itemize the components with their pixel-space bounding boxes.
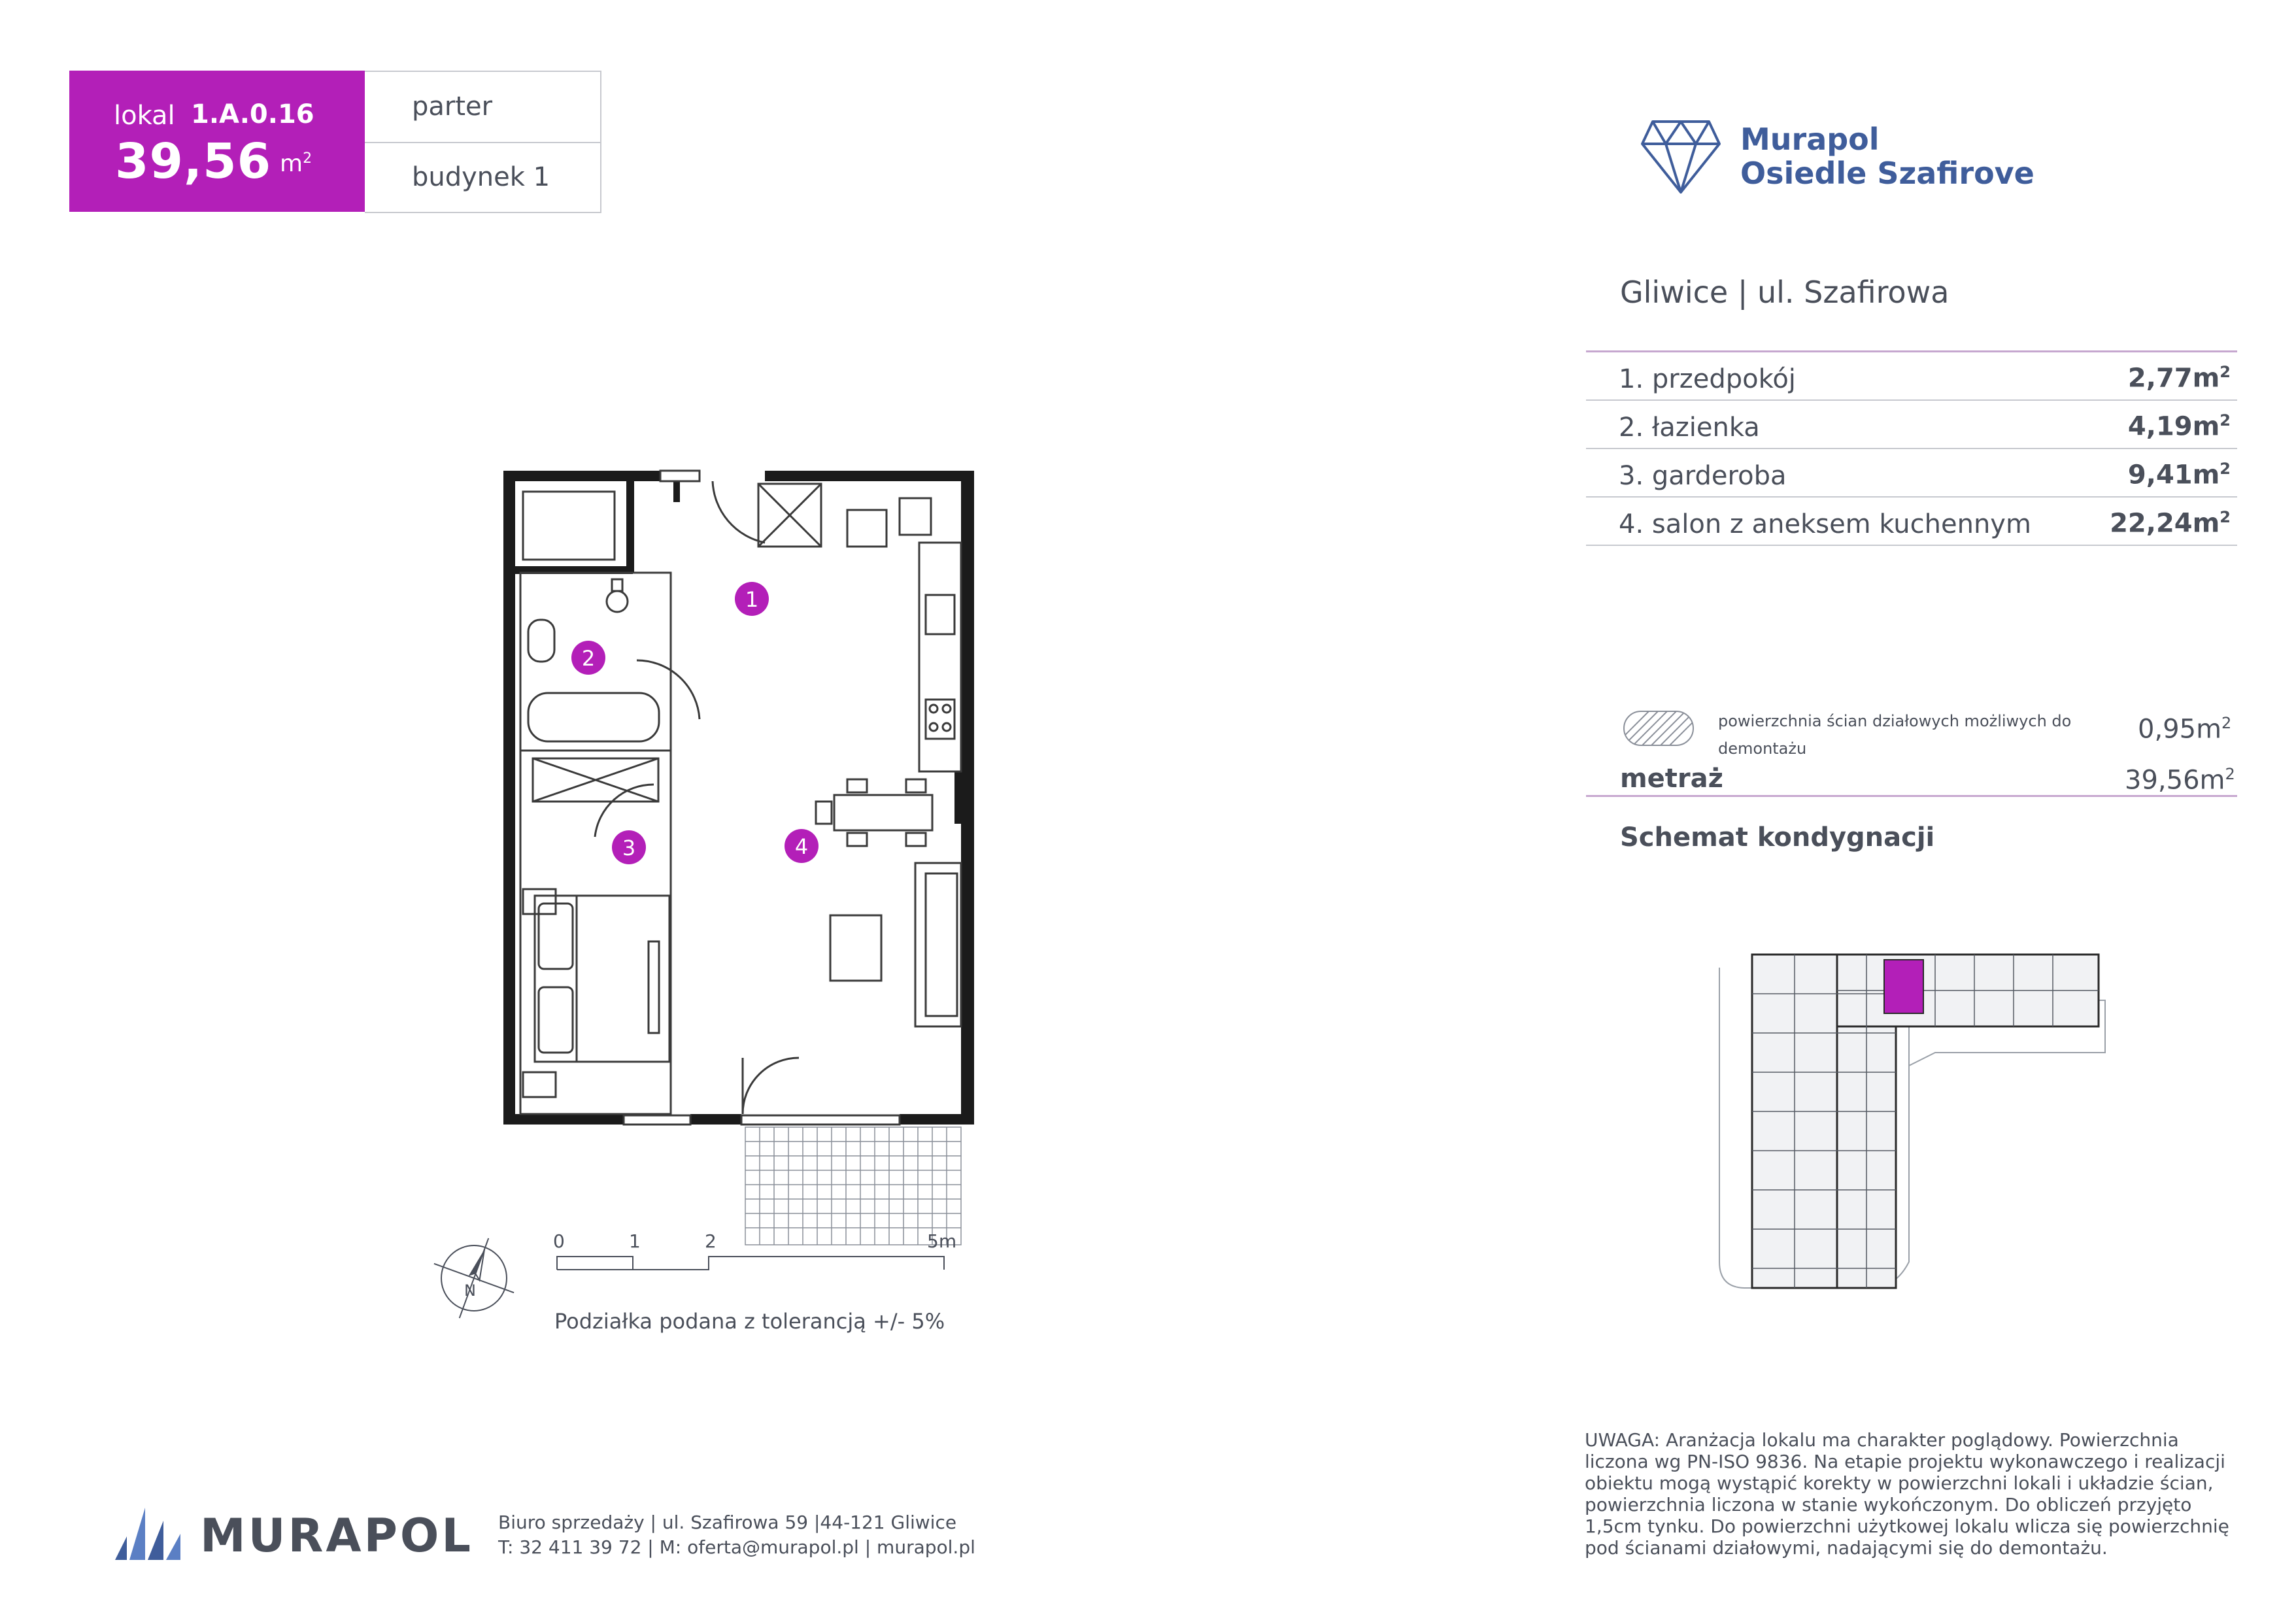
room-area-sup: 2 xyxy=(2220,508,2231,526)
partition-area xyxy=(2138,714,2231,744)
unit-area-unit-sup: 2 xyxy=(303,150,312,167)
room-area-value: 2,77m xyxy=(2127,363,2220,394)
room-area-sup: 2 xyxy=(2220,411,2231,430)
total-area xyxy=(2125,765,2235,795)
floor-plan xyxy=(458,445,1046,1255)
building-label: budynek 1 xyxy=(412,162,550,192)
room-area-sup: 2 xyxy=(2220,363,2231,381)
partition-label: powierzchnia ścian działowych możliwych do demontażu xyxy=(1718,712,2072,758)
scale-tolerance-note: Podziałka podana z tolerancją +/- 5% xyxy=(554,1309,945,1334)
partition-area-sup: 2 xyxy=(2221,714,2232,732)
footer-contact: T: 32 411 39 72 | M: oferta@murapol.pl | murapol.pl xyxy=(498,1536,975,1558)
rooms-table xyxy=(1586,350,2237,546)
unit-area-value: 39,56 xyxy=(115,133,272,190)
floor-schema-title: Schemat kondygnacji xyxy=(1620,822,1935,853)
header-divider xyxy=(365,142,600,143)
north-arrow-icon xyxy=(431,1236,516,1321)
scale-tick-label: 0 xyxy=(553,1230,565,1252)
room-marker xyxy=(571,641,605,675)
key-plan xyxy=(1713,935,2125,1301)
room-marker xyxy=(612,830,646,864)
room-area xyxy=(2128,363,2231,393)
room-name: 2. łazienka xyxy=(1619,413,1760,443)
room-area-value: 4,19m xyxy=(2127,411,2220,442)
room-area xyxy=(2128,460,2231,490)
total-area-line xyxy=(1586,795,2237,797)
footer-brand: MURAPOL xyxy=(200,1509,473,1563)
room-area xyxy=(2110,508,2231,538)
balcony-grid xyxy=(745,1127,961,1245)
unit-header xyxy=(69,71,365,212)
room-marker-label: 2 xyxy=(581,646,596,671)
scale-bar xyxy=(549,1229,968,1281)
room-row xyxy=(1586,449,2237,498)
compass-label: N xyxy=(464,1281,476,1300)
floor-label: parter xyxy=(412,92,493,122)
partition-hatch-icon xyxy=(1623,710,1695,747)
room-name: 3. garderoba xyxy=(1619,461,1787,491)
partition-area-value: 0,95m xyxy=(2138,714,2222,745)
murapol-logo-icon xyxy=(115,1508,180,1560)
scale-tick-label: 2 xyxy=(705,1230,717,1252)
brand-name: Murapol xyxy=(1740,122,1880,157)
location-title: Gliwice | ul. Szafirowa xyxy=(1620,275,1950,310)
room-marker-label: 1 xyxy=(745,587,759,612)
unit-location-box xyxy=(365,71,601,213)
room-area-value: 22,24m xyxy=(2110,508,2220,539)
total-area-sup: 2 xyxy=(2225,765,2235,783)
room-area-value: 9,41m xyxy=(2127,460,2220,490)
diamond-logo-icon xyxy=(1640,115,1722,197)
total-area-label: metraż xyxy=(1620,764,1723,794)
unit-area-unit xyxy=(280,150,312,177)
brand-project: Osiedle Szafirove xyxy=(1740,156,2034,191)
room-row xyxy=(1586,352,2237,401)
footer-office: Biuro sprzedaży | ul. Szafirowa 59 |44-121 Gliwice xyxy=(498,1512,957,1533)
room-name: 4. salon z aneksem kuchennym xyxy=(1619,509,2031,539)
room-marker-label: 3 xyxy=(622,836,636,860)
lokal-code: 1.A.0.16 xyxy=(191,99,314,129)
room-row xyxy=(1586,498,2237,546)
scale-tick-label: 1 xyxy=(629,1230,641,1252)
total-area-value: 39,56m xyxy=(2125,765,2225,796)
room-name: 1. przedpokój xyxy=(1619,364,1796,394)
room-marker xyxy=(785,829,819,863)
disclaimer-note: UWAGA: Aranżacja lokalu ma charakter poglądowy. Powierzchnia liczona wg PN-ISO 9836. Na etapie projektu wykonawczego i realizacji obiektu mogą wystąpić korekty w powierzchni lokali i układzie ścian, powierzchnia liczona w stanie wykończonym. Do obliczeń przyjęto 1,5cm tynku. Do powierzchni użytkowej lokalu wlicza się powierzchnię pod ścianami działowymi, nadającymi się do demontażu. xyxy=(1585,1429,2229,1559)
room-marker-label: 4 xyxy=(794,834,809,859)
room-area xyxy=(2128,411,2231,441)
room-area-sup: 2 xyxy=(2220,460,2231,478)
plan-walls xyxy=(503,471,974,1125)
scale-tick-label: 5m xyxy=(927,1230,957,1252)
lokal-label: lokal xyxy=(114,101,175,131)
key-plan-highlight xyxy=(1884,960,1923,1013)
room-marker xyxy=(735,582,769,616)
unit-area-unit-base: m xyxy=(280,150,303,177)
room-row xyxy=(1586,401,2237,449)
